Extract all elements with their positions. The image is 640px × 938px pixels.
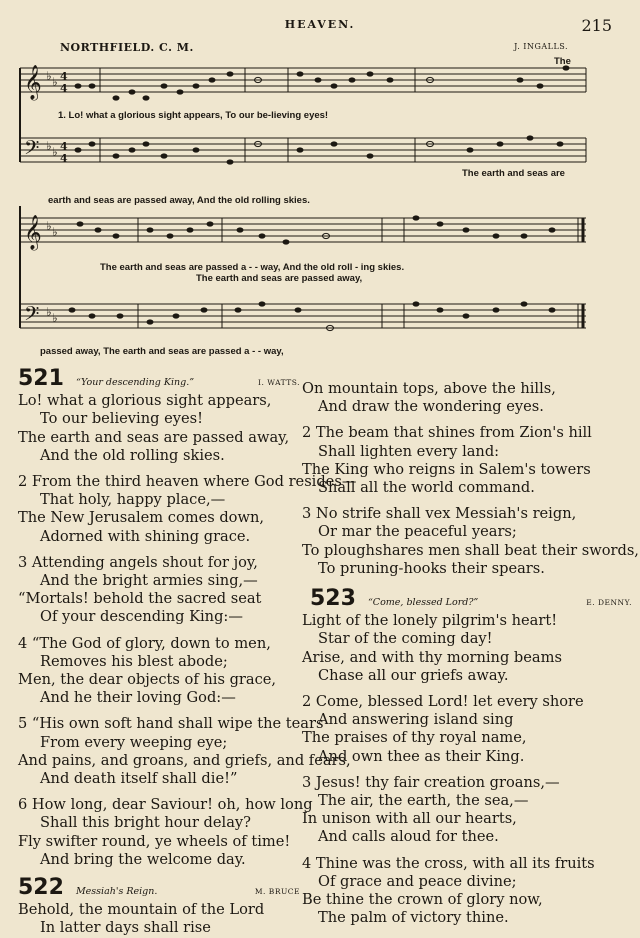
verse-line: And death itself shall die!” <box>40 770 238 788</box>
section-title: HEAVEN. <box>284 18 356 31</box>
lyric-line-4: The earth and seas are passed a - - way, And the old roll - ing skies. <box>100 262 405 273</box>
verse-line: Or mar the peaceful years; <box>318 523 517 541</box>
hymn-author: M. BRUCE <box>254 887 300 897</box>
lyric-line-2-right: The earth and seas are <box>462 168 565 179</box>
verse-line: “Mortals! behold the sacred seat <box>18 590 262 608</box>
hymn-523-header <box>302 586 632 612</box>
lyric-line-6: passed away, The earth and seas are passed a - - way, <box>40 346 284 357</box>
hymn-title: “Come, blessed Lord?” <box>367 597 479 609</box>
svg-text:♭: ♭ <box>52 75 58 89</box>
svg-text:♭: ♭ <box>46 219 52 233</box>
verse-line: From every weeping eye; <box>40 733 228 751</box>
svg-text:4: 4 <box>60 152 68 165</box>
staff-bass-2 <box>20 304 586 328</box>
verse-line: Shall lighten every land: <box>318 442 500 460</box>
verse-line: 4 “The God of glory, down to men, <box>18 634 271 652</box>
hymn-number: 522 <box>18 875 64 901</box>
hymn-title: “Your descending King.” <box>75 377 195 388</box>
verse-line: Star of the coming day! <box>318 630 493 648</box>
svg-text:4: 4 <box>60 70 68 83</box>
svg-text:♭: ♭ <box>52 145 58 159</box>
verse-line: 2 The beam that shines from Zion's hill <box>302 424 592 442</box>
verse-line: The earth and seas are passed away, <box>18 428 290 446</box>
verse-line: And draw the wondering eyes. <box>318 398 544 416</box>
svg-text:♭: ♭ <box>52 311 58 325</box>
staff-treble-2 <box>20 218 586 242</box>
svg-text:♭: ♭ <box>46 139 52 153</box>
lyric-line-1-right: The <box>554 56 571 67</box>
verse-line: Men, the dear objects of his grace, <box>18 671 277 689</box>
verse-line: 2 From the third heaven where God resides— <box>18 473 357 491</box>
svg-text:♭: ♭ <box>46 69 52 83</box>
svg-text:4: 4 <box>60 82 68 95</box>
verse-line: Lo! what a glorious sight appears, <box>18 392 272 410</box>
verse-line: And the old rolling skies. <box>40 446 225 464</box>
verse-line: And answering island sing <box>318 711 514 729</box>
verse-line: Removes his blest abode; <box>40 652 228 670</box>
hymn-title: Messiah's Reign. <box>75 886 158 898</box>
verse-line: The palm of victory thine. <box>318 909 509 927</box>
lyric-line-1: 1. Lo! what a glorious sight appears, To our be-lieving eyes! <box>58 110 329 121</box>
sheet-music <box>0 0 640 360</box>
staff-treble-1 <box>20 68 586 92</box>
svg-text:♭: ♭ <box>46 305 52 319</box>
bass-clef-icon: 𝄢 <box>24 302 40 330</box>
svg-text:4: 4 <box>60 140 68 153</box>
right-column <box>302 380 639 927</box>
verse-line: And pains, and groans, and griefs, and fears, <box>18 751 351 769</box>
treble-clef-icon: 𝄞 <box>24 65 42 100</box>
verse-line: Fly swifter round, ye wheels of time! <box>18 832 291 850</box>
treble-clef-icon: 𝄞 <box>24 215 42 250</box>
verse-line: The praises of thy royal name, <box>302 729 527 747</box>
verse-line: The King who reigns in Salem's towers <box>302 460 591 478</box>
verse-line: Shall this bright hour delay? <box>40 814 251 832</box>
lyric-line-5: The earth and seas are passed away, <box>196 273 363 284</box>
verse-line: 3 Attending angels shout for joy, <box>18 553 258 571</box>
verse-line: 5 “His own soft hand shall wipe the tears <box>18 715 324 733</box>
verse-line: Behold, the mountain of the Lord <box>18 901 265 919</box>
verse-line: Adorned with shining grace. <box>40 527 251 545</box>
verse-line: To ploughshares men shall beat their swords, <box>302 541 639 559</box>
verse-line: The air, the earth, the sea,— <box>318 792 529 810</box>
hymn-522-header <box>18 875 300 901</box>
verse-line: To our believing eyes! <box>40 410 203 428</box>
verse-line: 2 Come, blessed Lord! let every shore <box>302 693 584 711</box>
verse-line: Arise, and with thy morning beams <box>302 648 562 666</box>
hymn-author: I. WATTS. <box>258 378 300 387</box>
bass-clef-icon: 𝄢 <box>24 136 40 164</box>
verse-line: Chase all our griefs away. <box>318 666 509 684</box>
verse-line: Light of the lonely pilgrim's heart! <box>302 612 558 630</box>
verse-line: 6 How long, dear Saviour! oh, how long <box>18 796 313 814</box>
verse-line: Of grace and peace divine; <box>318 872 517 890</box>
verse-line: 3 Jesus! thy fair creation groans,— <box>302 773 560 791</box>
hymn-author: E. DENNY. <box>586 598 632 608</box>
verse-line: And bring the welcome day. <box>40 850 246 868</box>
hymn-number: 523 <box>310 586 356 612</box>
verse-line: Be thine the crown of glory now, <box>302 891 543 909</box>
verse-line: And calls aloud for thee. <box>318 828 499 846</box>
hymn-521-header <box>18 366 300 392</box>
verse-line: And he their loving God:— <box>40 689 236 707</box>
verse-line: The New Jerusalem comes down, <box>18 509 264 527</box>
verse-line: Of your descending King:— <box>40 608 243 626</box>
verse-line: In unison with all our hearts, <box>302 810 517 828</box>
page-number: 215 <box>581 16 612 35</box>
verse-line: In latter days shall rise <box>40 919 211 937</box>
hymn-number: 521 <box>18 366 64 391</box>
tune-name: NORTHFIELD. C. M. <box>60 41 194 54</box>
verse-line: 4 Thine was the cross, with all its fruits <box>302 854 595 872</box>
verse-line: On mountain tops, above the hills, <box>302 380 556 397</box>
verse-line: Shall all the world command. <box>318 479 535 497</box>
tune-composer: J. INGALLS. <box>514 42 568 51</box>
verse-line: And own thee as their King. <box>318 747 525 765</box>
verse-line: To pruning-hooks their spears. <box>318 559 545 577</box>
verse-line: And the bright armies sing,— <box>40 572 258 590</box>
svg-text:♭: ♭ <box>52 225 58 239</box>
verse-line: 3 No strife shall vex Messiah's reign, <box>302 505 577 523</box>
lyric-line-3: earth and seas are passed away, And the old rolling skies. <box>48 195 310 206</box>
verse-line: That holy, happy place,— <box>40 491 226 509</box>
